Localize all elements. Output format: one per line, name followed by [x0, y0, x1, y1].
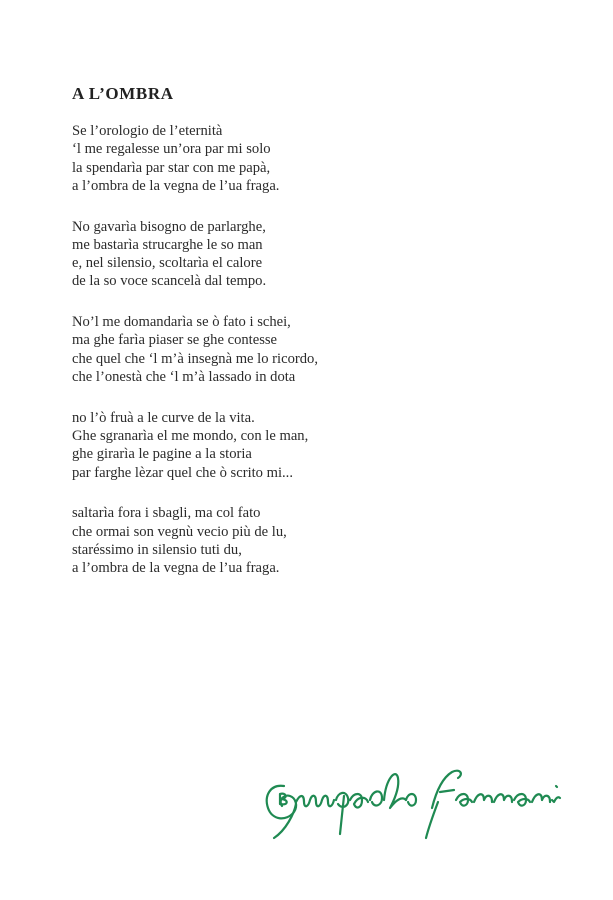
poem-line: a l’ombra de la vegna de l’ua fraga. — [72, 560, 280, 577]
poem-line: No gavarìa bisogno de parlarghe, — [72, 218, 266, 235]
poem-line: che ormai son vegnù vecio più de lu, — [72, 523, 287, 540]
poem-line: ma ghe farìa piaser se ghe contesse — [72, 332, 278, 349]
poem-line: de la so voce scancelà dal tempo. — [72, 273, 267, 290]
handwritten-signature — [256, 738, 576, 848]
poem-line: e, nel silensio, scoltarìa el calore — [72, 255, 263, 272]
poem-line: ‘l me regalesse un’ora par mi solo — [72, 141, 271, 158]
stanza-1 — [72, 122, 552, 195]
poem-line: Ghe sgranarìa el me mondo, con le man, — [72, 428, 309, 445]
poem-title: A L’OMBRA — [72, 84, 174, 103]
poem-line: che l’onestà che ‘l m’à lassado in dota — [72, 368, 296, 385]
stanza-2 — [72, 218, 552, 291]
stanza-5 — [72, 504, 552, 577]
poem-line: par farghe lèzar quel che ò scrito mi... — [72, 464, 293, 481]
poem-line: ghe girarìa le pagine a la storia — [72, 446, 252, 463]
stanza-3 — [72, 313, 552, 386]
poem-line: Se l’orologio de l’eternità — [72, 123, 223, 139]
signature-drawing — [256, 738, 576, 848]
poem-line: che quel che ‘l m’à insegnà me lo ricordo, — [72, 350, 318, 367]
poem-line: me bastarìa strucarghe le so man — [72, 236, 263, 253]
poem-line: a l’ombra de la vegna de l’ua fraga. — [72, 177, 280, 194]
poem-line: No’l me domandarìa se ò fato i schei, — [72, 314, 291, 331]
stanza-4 — [72, 409, 552, 482]
poem-line: la spendarìa par star con me papà, — [72, 159, 271, 176]
poem-line: saltarìa fora i sbagli, ma col fato — [72, 505, 261, 522]
poem-line: staréssimo in silensio tuti du, — [72, 541, 242, 558]
poem-line: no l’ò fruà a le curve de la vita. — [72, 409, 255, 426]
poem-body — [72, 122, 552, 600]
